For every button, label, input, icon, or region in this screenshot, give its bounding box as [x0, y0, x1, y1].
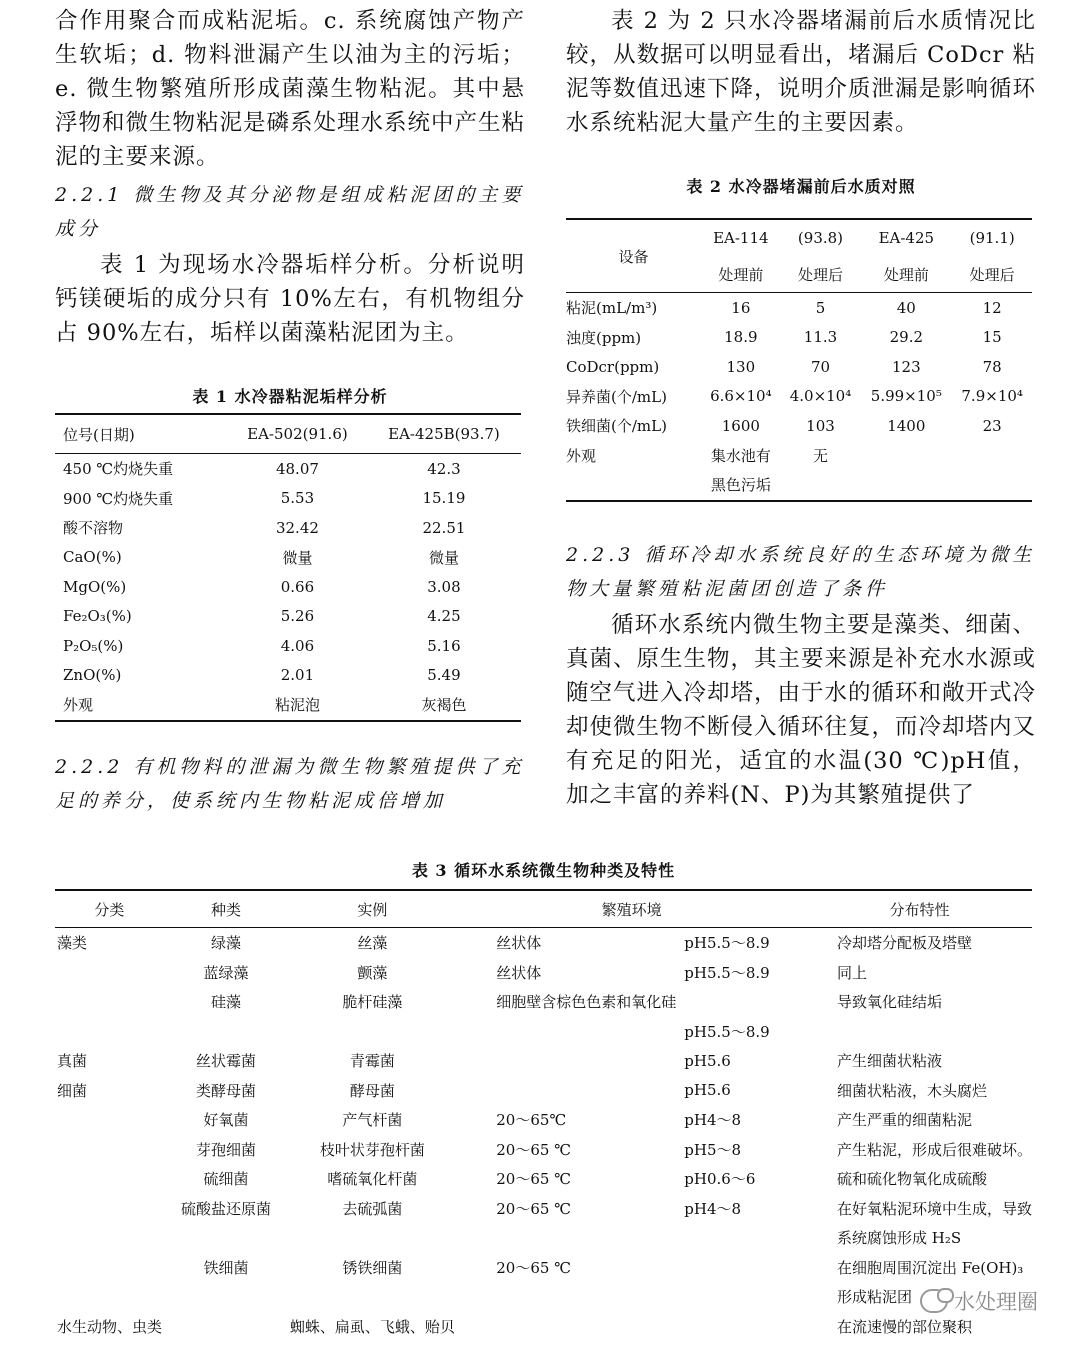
- table2-intro-paragraph: 表 2 为 2 只水冷器堵漏前后水质情况比较，从数据可以明显看出，堵漏后 CoDcr 粘泥等数值迅速下降，说明介质泄漏是影响循环水系统粘泥大量产生的主要因素。: [566, 8, 1037, 136]
- table1-row: [55, 572, 521, 602]
- table3-cell: 丝状体: [496, 934, 542, 953]
- table2-cell: 18.9: [724, 328, 758, 347]
- table3-cell: 同上: [836, 963, 867, 982]
- table1-caption: 表 1 水冷器粘泥垢样分析: [192, 387, 388, 406]
- table3-cell: 硅藻: [211, 993, 242, 1012]
- table1-cell: P₂O₅(%): [63, 636, 124, 655]
- watermark-label: 水处理圈: [954, 1290, 1038, 1314]
- table2-cell: 29.2: [889, 328, 924, 347]
- table2-cell: 123: [892, 357, 921, 376]
- table3-header-row: [55, 890, 1032, 928]
- section-2-2-3-body: 循环水系统内微生物主要是藻类、细菌、真菌、原生生物，其主要来源是补充水水源或随空气进入冷却塔，由于水的循环和敞开式冷却使微生物不断侵入循环往复，而冷却塔内又有充足的阳光，适宜的水温(30 ℃)pH值，加之丰富的养料(N、P)为其繁殖提供了: [566, 612, 1037, 808]
- table2-row: [566, 441, 1032, 471]
- table3-cell: 酵母菌: [349, 1081, 395, 1100]
- table3-cell: 在好氧粘泥环境中生成，导致: [836, 1199, 1032, 1218]
- table3-cell: [288, 1017, 456, 1047]
- table2-row: [566, 323, 1032, 353]
- table2-cell: 7.9×10⁴: [961, 387, 1023, 406]
- table1-cell: 4.06: [280, 636, 315, 655]
- table3-row: [55, 1046, 1032, 1076]
- table2-cell: 70: [810, 357, 831, 376]
- table3-cell: 20～65 ℃: [496, 1170, 571, 1189]
- table3-header: 分布特性: [807, 890, 1032, 928]
- table1-cell: 22.51: [422, 518, 466, 537]
- table3-cell: 脆杆硅藻: [342, 993, 403, 1012]
- table3-cell: 产生细菌状粘液: [836, 1052, 942, 1071]
- table1-cell: 0.66: [280, 577, 315, 596]
- table3-cell: [807, 1017, 1032, 1047]
- table1-cell: 32.42: [275, 518, 319, 537]
- table1-row: [55, 454, 521, 484]
- section-2-2-2: [55, 750, 525, 818]
- table3-cell: 去硫弧菌: [342, 1199, 403, 1218]
- table1-row: [55, 690, 521, 721]
- table2-row: [566, 470, 1032, 501]
- table1-cell: 灰褐色: [421, 696, 467, 715]
- table3-header: 分类: [55, 890, 164, 928]
- table3-cell: 产生粘泥，形成后很难破坏。: [836, 1140, 1032, 1159]
- table2-caption: 表 2 水冷器堵漏前后水质对照: [686, 177, 916, 196]
- table2-row: [566, 382, 1032, 412]
- table3-cell: 绿藻: [211, 934, 242, 953]
- table2-header: 处理前: [860, 256, 952, 293]
- table3-cell: [55, 1194, 164, 1224]
- table3-cell: 锈铁细菌: [342, 1258, 403, 1277]
- table1-cell: 3.08: [427, 577, 461, 596]
- table3-row: [55, 1223, 1032, 1253]
- table2-cell: 1400: [887, 416, 926, 435]
- table3-cell: 蜘蛛、扁虱、飞蛾、贻贝: [289, 1317, 455, 1336]
- table3-cell: pH5.5～8.9: [684, 963, 770, 982]
- table1-cell: 5.53: [280, 489, 315, 508]
- section-2-2-1-heading: 2.2.1 微生物及其分泌物是组成粘泥团的主要成分: [55, 184, 525, 240]
- table1-cell: 微量: [282, 548, 313, 567]
- section-2-2-1-body: 表 1 为现场水冷器垢样分析。分析说明钙镁硬垢的成分只有 10%左右，有机物组分占 90%左右，垢样以菌藻粘泥团为主。: [55, 252, 525, 346]
- table3-cell: 真菌: [57, 1052, 88, 1071]
- table3-cell: 丝状体: [496, 963, 542, 982]
- table2: [566, 218, 1032, 502]
- table3-header: 种类: [164, 890, 289, 928]
- table3-row: [55, 1135, 1032, 1165]
- table3-cell: [55, 1223, 164, 1253]
- table3-row: [55, 1253, 1032, 1283]
- table3-cell: [164, 1312, 289, 1342]
- table2-cell: [566, 470, 701, 501]
- table3-row: [55, 1076, 1032, 1106]
- table3-cell: 枝叶状芽孢杆菌: [319, 1140, 425, 1159]
- table3-header: 繁殖环境: [456, 890, 807, 928]
- table3-cell: [55, 987, 164, 1017]
- table2-cell: [860, 441, 952, 471]
- table3-cell: 铁细菌: [203, 1258, 249, 1277]
- table2-cell: 铁细菌(个/mL): [566, 417, 667, 436]
- section-2-2-3-heading: 2.2.3 循环冷却水系统良好的生态环境为微生物大量繁殖粘泥菌团创造了条件: [566, 544, 1036, 600]
- table1-header: EA-502(91.6): [228, 414, 367, 454]
- table3-cell: 好氧菌: [203, 1111, 249, 1130]
- table3-cell: [676, 1253, 807, 1283]
- table3-cell: 在流速慢的部位聚积: [836, 1317, 972, 1336]
- table2-cell: [860, 470, 952, 501]
- table3-cell: 硫和硫化物氧化成硫酸: [836, 1170, 987, 1189]
- table3-caption: 表 3 循环水系统微生物种类及特性: [411, 861, 676, 880]
- table3-cell: pH5.6: [684, 1051, 731, 1070]
- table2-header: 处理前: [701, 256, 781, 293]
- table3-cell: [55, 1253, 164, 1283]
- table2-cell: 40: [896, 298, 916, 317]
- table3-cell: [676, 1223, 807, 1253]
- table3-row: [55, 1105, 1032, 1135]
- table3-cell: [164, 1223, 289, 1253]
- table3-row: [55, 1164, 1032, 1194]
- table2-header: (93.8): [797, 229, 844, 247]
- table3-cell: [55, 958, 164, 988]
- table3-cell: [456, 1312, 676, 1342]
- table2-cell: [952, 441, 1032, 471]
- table3-cell: 20～65 ℃: [496, 1258, 571, 1277]
- table2-header: EA-114: [713, 229, 769, 247]
- table3-cell: [55, 1164, 164, 1194]
- table1-row: [55, 513, 521, 543]
- table2-cell: 5.99×10⁵: [870, 387, 942, 406]
- table3-cell: [456, 1223, 676, 1253]
- table2-cell: [781, 470, 861, 501]
- table2-cell: 粘泥(mL/m³): [566, 299, 658, 318]
- table3-cell: 嗜硫氧化杆菌: [327, 1170, 418, 1189]
- table2-row: [566, 411, 1032, 441]
- table1-cell: 42.3: [427, 459, 461, 478]
- table2-cell: 黑色污垢: [710, 476, 771, 495]
- table2-cell: 11.3: [803, 328, 838, 347]
- table3-cell: pH0.6～6: [684, 1170, 756, 1189]
- table1-header: EA-425B(93.7): [367, 414, 521, 454]
- table3-cell: 20～65℃: [496, 1111, 567, 1130]
- table2-cell: 103: [806, 416, 835, 435]
- table3-cell: [456, 1046, 676, 1076]
- table1-cell: 48.07: [275, 459, 319, 478]
- table3-cell: 系统腐蚀形成 H₂S: [836, 1229, 962, 1248]
- table3-cell: 细菌状粘液，木头腐烂: [836, 1081, 987, 1100]
- table3-cell: 丝藻: [357, 934, 388, 953]
- table3-cell: 冷却塔分配板及塔壁: [836, 934, 972, 953]
- table3-cell: [164, 1282, 289, 1312]
- table2-row: [566, 293, 1032, 323]
- table3-cell: [164, 1017, 289, 1047]
- table1-cell: 粘泥泡: [274, 696, 320, 715]
- table3-cell: pH5～8: [684, 1140, 742, 1159]
- table3-cell: [55, 1135, 164, 1165]
- table3-cell: 硫细菌: [203, 1170, 249, 1189]
- table3-row: [55, 1017, 1032, 1047]
- table2-cell: 15: [982, 328, 1002, 347]
- table1-cell: 4.25: [427, 607, 461, 626]
- table2-header: 处理后: [781, 256, 861, 293]
- table1-cell: 5.49: [427, 666, 461, 685]
- table1-cell: 酸不溶物: [63, 519, 124, 538]
- table1-cell: Fe₂O₃(%): [63, 607, 132, 626]
- table3-cell: 产气杆菌: [342, 1111, 403, 1130]
- table2-cell: 23: [982, 416, 1002, 435]
- table3-cell: 蓝绿藻: [203, 963, 249, 982]
- table3-cell: pH5.6: [684, 1081, 731, 1100]
- table2-cell: 16: [731, 298, 751, 317]
- table3-cell: [288, 1282, 456, 1312]
- table1-header-row: [55, 414, 521, 454]
- table3-cell: [55, 1017, 164, 1047]
- table1-cell: 5.26: [280, 607, 315, 626]
- table1-cell: 450 ℃灼烧失重: [63, 460, 174, 479]
- table3-cell: 细胞壁含棕色色素和氧化硅: [496, 993, 677, 1012]
- table3-cell: 20～65 ℃: [496, 1140, 571, 1159]
- left-column: [55, 4, 525, 407]
- table3-row: [55, 928, 1032, 958]
- table3-cell: 在细胞周围沉淀出 Fe(OH)₃: [836, 1258, 1024, 1277]
- table1-cell: 15.19: [422, 489, 466, 508]
- table2-header-device: 设备: [566, 219, 701, 293]
- table1-header: 位号(日期): [55, 414, 228, 454]
- table3-cell: 形成粘泥团: [836, 1288, 912, 1307]
- table2-cell: 130: [726, 357, 756, 376]
- table2-row: [566, 352, 1032, 382]
- table3-cell: [456, 1282, 676, 1312]
- table2-cell: 异养菌(个/mL): [566, 387, 667, 406]
- table3-row: [55, 1194, 1032, 1224]
- table3-cell: 水生动物、虫类: [57, 1317, 163, 1336]
- table1-cell: CaO(%): [63, 548, 122, 567]
- table2-cell: 78: [982, 357, 1002, 376]
- table2-header: EA-425: [878, 229, 935, 247]
- table2-cell: 集水池有: [710, 446, 771, 465]
- table2-cell: 4.0×10⁴: [789, 387, 852, 406]
- table3-cell: [288, 1223, 456, 1253]
- table2-cell: 12: [982, 298, 1002, 317]
- watermark: [920, 1286, 1038, 1316]
- table1-cell: 外观: [63, 696, 94, 715]
- table3-cell: 藻类: [57, 934, 88, 953]
- table3-cell: [55, 1282, 164, 1312]
- intro-paragraph: 合作用聚合而成粘泥垢。c. 系统腐蚀产物产生软垢；d. 物料泄漏产生以油为主的污垢；e. 微生物繁殖所形成菌藻生物粘泥。其中悬浮物和微生物粘泥是磷系处理水系统中产生粘泥的主要来源。: [55, 8, 526, 170]
- table3-cell: pH5.5～8.9: [684, 934, 770, 953]
- table3-cell: [55, 1105, 164, 1135]
- table3-cell: 芽孢细菌: [196, 1140, 257, 1159]
- table3-cell: [676, 987, 807, 1017]
- table1-row: [55, 602, 521, 632]
- table3-cell: 导致氧化硅结垢: [836, 993, 942, 1012]
- table1-cell: 2.01: [280, 666, 315, 685]
- section-2-2-3: [566, 538, 1036, 812]
- table3-cell: 颤藻: [357, 963, 388, 982]
- table2-header: 处理后: [952, 256, 1032, 293]
- table3-row: [55, 958, 1032, 988]
- table2-cell: [952, 470, 1032, 501]
- table3-cell: [456, 1017, 676, 1047]
- table1-cell: 微量: [428, 548, 459, 567]
- table1-cell: 900 ℃灼烧失重: [63, 489, 174, 508]
- section-2-2-2-heading: 2.2.2 有机物料的泄漏为微生物繁殖提供了充足的养分，使系统内生物粘泥成倍增加: [55, 756, 525, 812]
- table2-cell: 1600: [721, 416, 760, 435]
- table3-cell: 硫酸盐还原菌: [181, 1199, 272, 1218]
- table2-header-row-top: [566, 219, 1032, 256]
- table3-row: [55, 987, 1032, 1017]
- table3: [55, 889, 1032, 1341]
- table3-cell: 青霉菌: [349, 1052, 395, 1071]
- table3-cell: pH5.5～8.9: [684, 1022, 770, 1041]
- table2-cell: 6.6×10⁴: [710, 387, 772, 406]
- table1-cell: 5.16: [427, 636, 461, 655]
- table1: [55, 413, 521, 722]
- table3-row: [55, 1312, 1032, 1342]
- table3-cell: pH4～8: [684, 1111, 742, 1130]
- table3-cell: 细菌: [57, 1081, 88, 1100]
- table3-cell: 丝状霉菌: [196, 1052, 257, 1071]
- table2-cell: 外观: [566, 446, 597, 465]
- table1-row: [55, 631, 521, 661]
- table3-header: 实例: [288, 890, 456, 928]
- table1-row: [55, 543, 521, 573]
- table3-cell: pH4～8: [684, 1199, 742, 1218]
- table3-cell: 产生严重的细菌粘泥: [836, 1111, 972, 1130]
- right-column: [566, 4, 1036, 197]
- table1-row: [55, 661, 521, 691]
- table1-cell: ZnO(%): [63, 666, 122, 685]
- table2-cell: CoDcr(ppm): [566, 357, 660, 376]
- table2-cell: 5: [815, 298, 826, 317]
- table3-cell: [456, 1076, 676, 1106]
- table3-row: [55, 1282, 1032, 1312]
- table2-cell: 浊度(ppm): [566, 328, 642, 347]
- table3-cell: [676, 1312, 807, 1342]
- table2-cell: 无: [812, 446, 828, 465]
- table1-row: [55, 484, 521, 514]
- table3-cell: 20～65 ℃: [496, 1199, 571, 1218]
- table2-header: (91.1): [969, 229, 1015, 247]
- wechat-icon: [920, 1289, 948, 1313]
- table1-cell: MgO(%): [63, 577, 127, 596]
- table3-cell: 类酵母菌: [196, 1081, 257, 1100]
- table3-cell: [676, 1282, 807, 1312]
